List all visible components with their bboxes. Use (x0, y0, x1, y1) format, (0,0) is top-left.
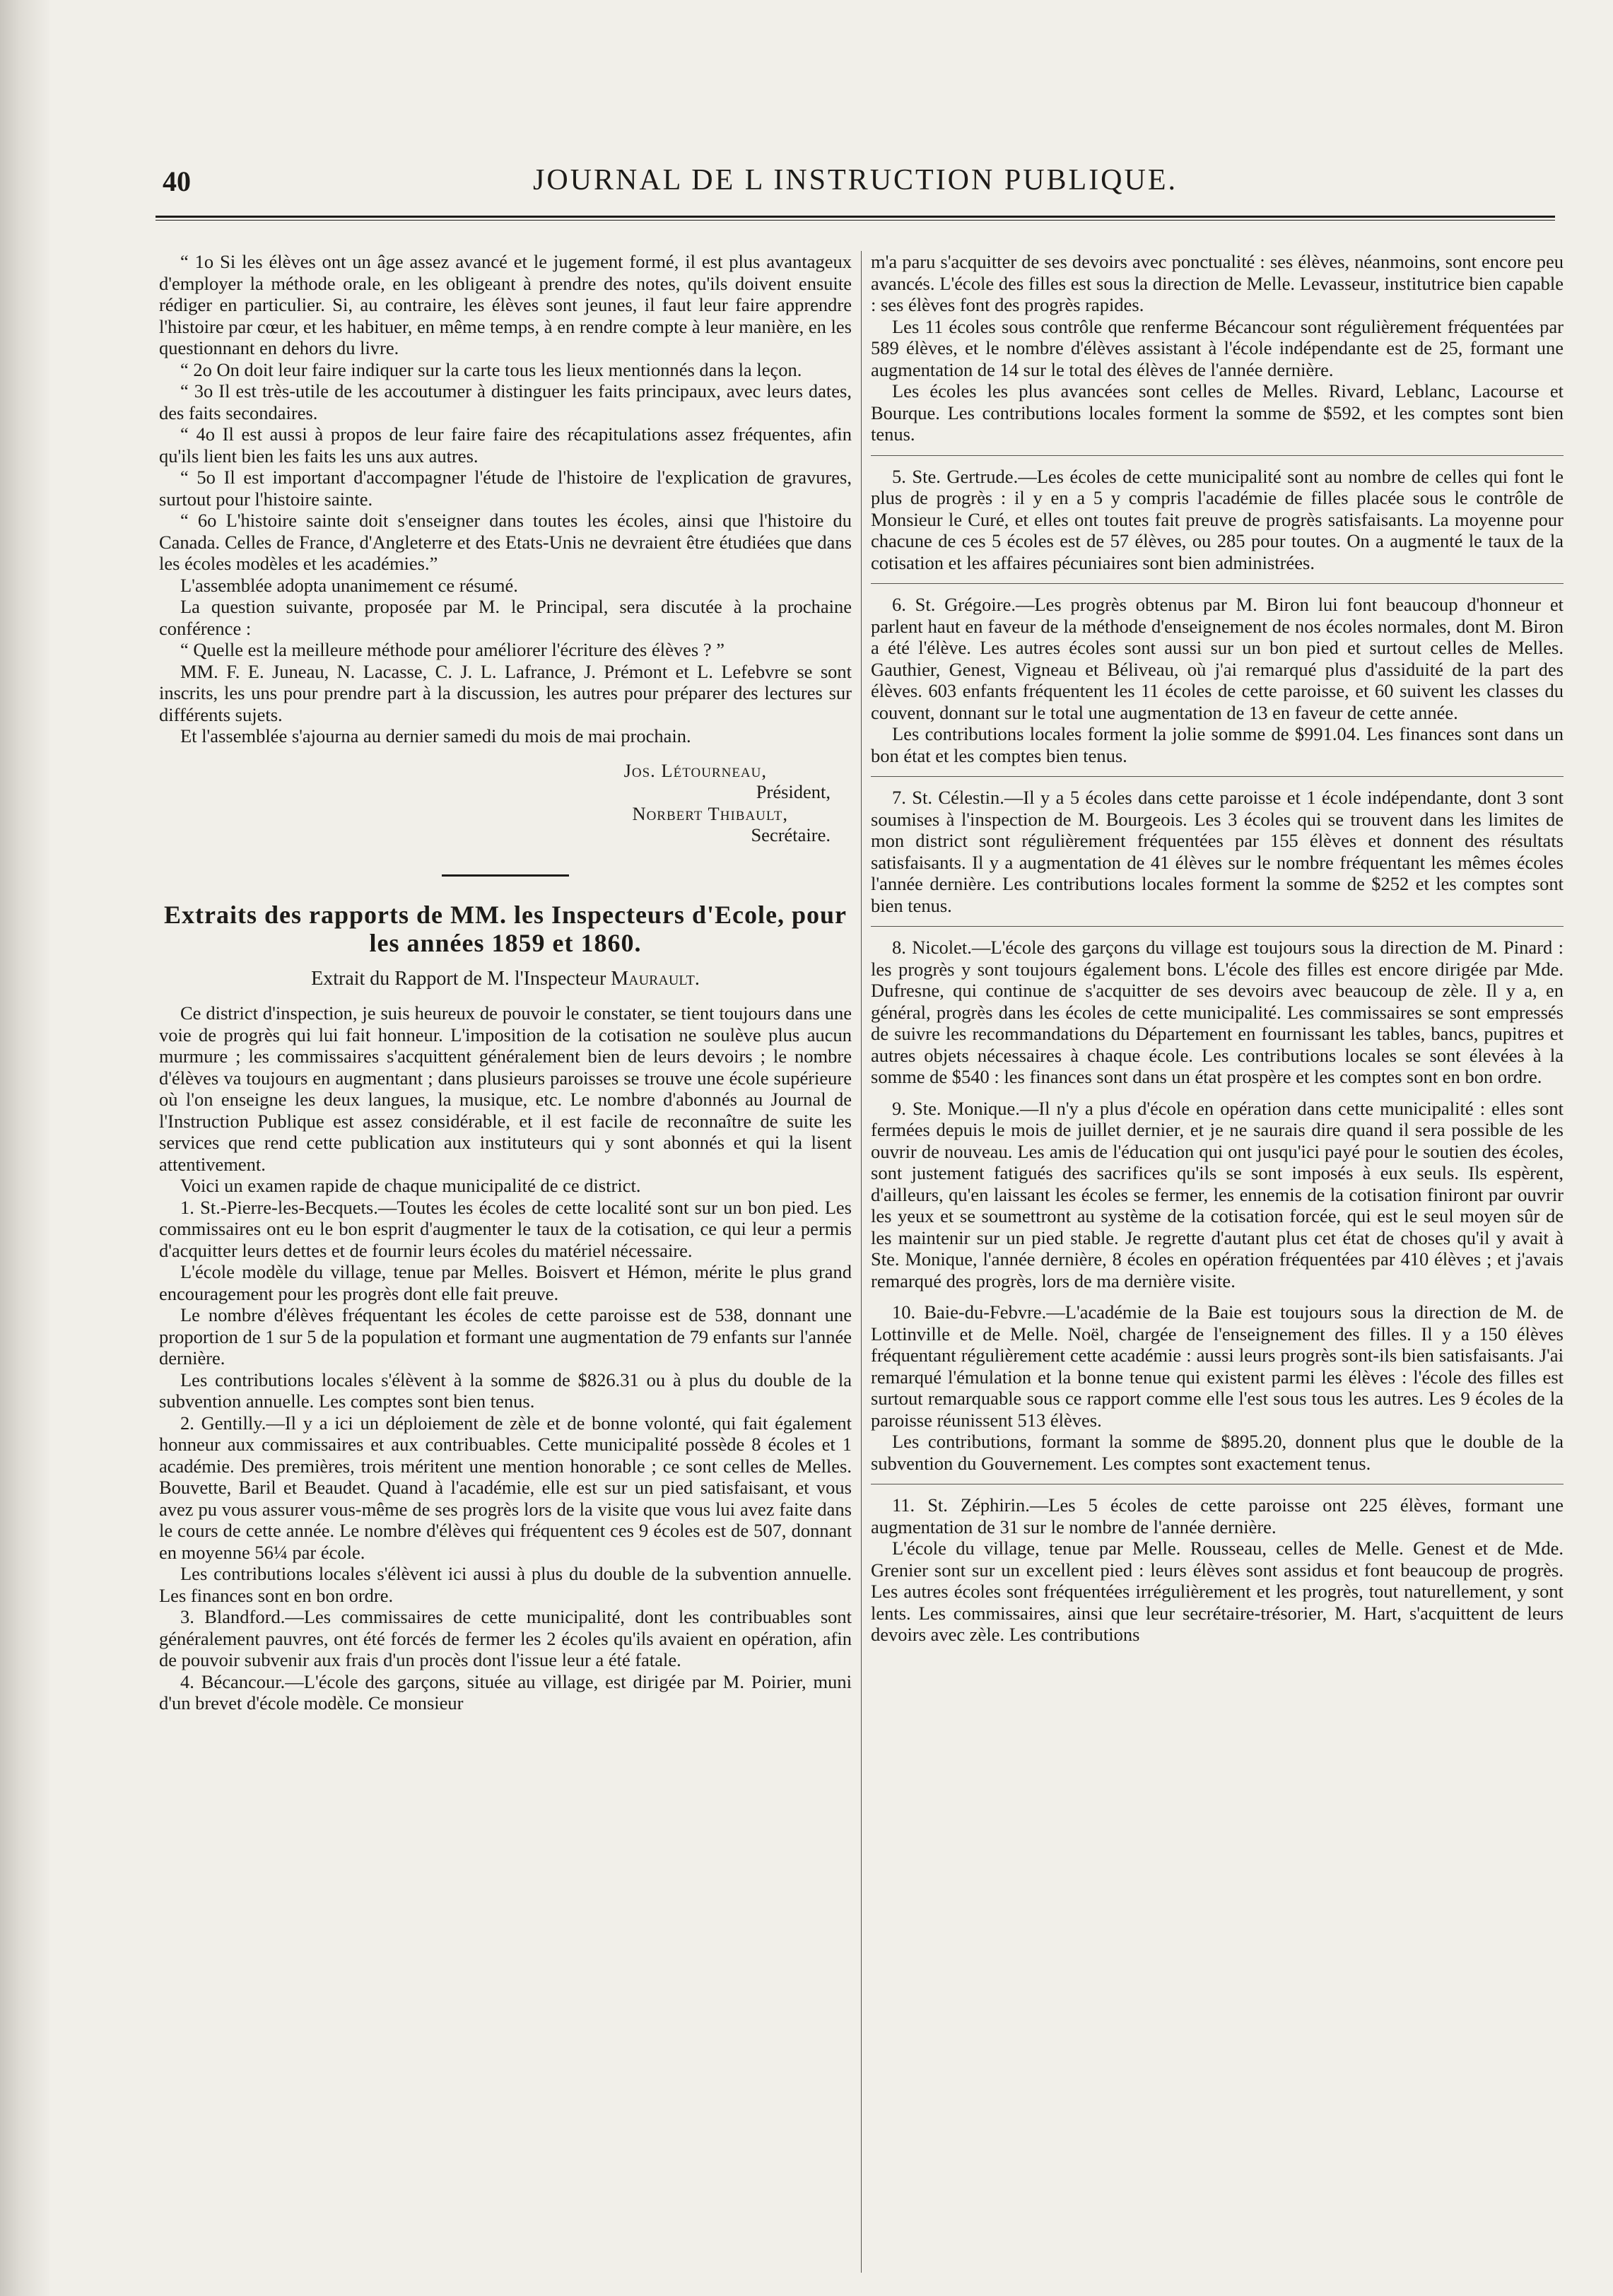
right-column (871, 251, 1564, 2273)
paragraph: Voici un examen rapide de chaque municipalité de ce district. (180, 1175, 641, 1196)
page-number: 40 (163, 165, 191, 197)
inspector-name: Maurault. (611, 967, 700, 990)
signature-secretary-title: Secrétaire. (751, 824, 831, 845)
paragraph: “ 3o Il est très-utile de les accoutumer à distinguer les faits principaux, avec leurs dates, des faits secondaires. (159, 380, 852, 423)
entry-separator (871, 583, 1564, 584)
left-column (159, 251, 852, 2273)
paragraph: L'école du village, tenue par Melle. Rousseau, celles de Melle. Genest et de Mde. Grenier sont sur un excellent pied : leurs élèves sont assidus et font beaucoup de progrès. Les autres écoles sont fréquentées irrégulièrement et les progrès, tout naturellement, y sont lents. Les commissaires, ainsi que leur secrétaire-trésorier, M. Hart, s'acquittent de leurs devoirs avec zèle. Les contributions (871, 1538, 1564, 1645)
column-divider (861, 251, 862, 2273)
subheading-prefix: Extrait du Rapport de M. l'Inspecteur (311, 967, 606, 990)
paragraph: Le nombre d'élèves fréquentant les écoles de cette paroisse est de 538, donnant une proportion de 1 sur 5 de la population et formant une augmentation de 79 enfants sur l'année dernière. (159, 1304, 852, 1369)
paragraph: 9. Ste. Monique.—Il n'y a plus d'école en opération dans cette municipalité : elles sont fermées depuis le mois de juillet dernier, et je ne saurais dire quand il sera possible de les ouvrir de nouveau. Les amis de l'éducation qui ont jusqu'ici payé pour le soutien des écoles, sont justement fatigués des sacrifices qu'ils se sont imposés à eux seuls. Ils espèrent, d'ailleurs, qu'en laissant les écoles se fermer, les ennemis de la cotisation finiront par ouvrir les yeux et se soumettront au système de la cotisation forcée, qui est le seul moyen sûr de les maintenir sur un pied stable. Je regrette d'autant plus cet état de choses qu'il y avait à Ste. Monique, l'année dernière, 8 écoles en opération fréquentées par 410 élèves ; et j'avais remarqué des progrès, lors de ma dernière visite. (871, 1097, 1564, 1292)
paragraph: “ 2o On doit leur faire indiquer sur la carte tous les lieux mentionnés dans la leçon. (180, 358, 802, 380)
signature-president-name: Jos. Létourneau, (623, 759, 767, 781)
paragraph: Les contributions locales forment la jolie somme de $991.04. Les finances sont dans un bon état et les comptes bien tenus. (871, 723, 1564, 766)
paragraph: L'assemblée adopta unanimement ce résumé. (180, 574, 518, 596)
section-subheading (159, 968, 852, 990)
paragraph: La question suivante, proposée par M. le Principal, sera discutée à la prochaine conférence : (159, 596, 852, 639)
paragraph: “ 4o Il est aussi à propos de leur faire faire des récapitulations assez fréquentes, afin qu'ils lient bien les faits les uns aux autres. (159, 423, 852, 467)
paragraph: Ce district d'inspection, je suis heureux de pouvoir le constater, se tient toujours dans une voie de progrès qui lui fait honneur. L'imposition de la cotisation ne soulève plus aucun murmure ; les commissaires s'acquittent généralement bien de leurs devoirs ; le nombre d'élèves va toujours en augmentant ; dans plusieurs paroisses se trouve une école supérieure où l'on enseigne les deux langues, la musique, etc. Le nombre d'abonnés au Journal de l'Instruction Publique est assez considérable, et il est facile de reconnaître de suite les services que rend cette publication aux instituteurs qui y sont abonnés et qui la lisent attentivement. (159, 1002, 852, 1175)
paragraph: “ 6o L'histoire sainte doit s'enseigner dans toutes les écoles, ainsi que l'histoire du Canada. Celles de France, d'Angleterre et des Etats-Unis ne devraient être étudiées que dans les écoles modèles et les académies.” (159, 510, 852, 574)
paragraph: Les contributions, formant la somme de $895.20, donnent plus que le double de la subvention du Gouvernement. Les comptes sont exactement tenus. (871, 1431, 1564, 1474)
paragraph: Et l'assemblée s'ajourna au dernier samedi du mois de mai prochain. (180, 725, 691, 746)
header-rule (156, 216, 1555, 221)
page-spine-shadow (0, 0, 49, 2296)
signature-block (159, 760, 852, 846)
paragraph: “ 1o Si les élèves ont un âge assez avancé et le jugement formé, il est plus avantageux d'employer la méthode orale, en les obligeant à prendre des notes, qu'ils doivent ensuite rédiger en particulier. Si, au contraire, les élèves sont jeunes, il faut leur faire apprendre l'histoire par cœur, et les habituer, en même temps, à en rendre compte à leur manière, en les questionnant en dehors du livre. (159, 251, 852, 358)
paragraph: 11. St. Zéphirin.—Les 5 écoles de cette paroisse ont 225 élèves, formant une augmentation de 31 sur le nombre de l'année dernière. (871, 1494, 1564, 1538)
paragraph: Les 11 écoles sous contrôle que renferme Bécancour sont régulièrement fréquentées par 589 élèves, et le nombre d'élèves assistant à l'école indépendante est de 25, formant une augmentation de 14 sur le total des élèves de l'année dernière. (871, 315, 1564, 380)
paragraph: Les contributions locales s'élèvent ici aussi à plus du double de la subvention annuelle. Les finances sont en bon ordre. (159, 1563, 852, 1606)
signature-president-title: Président, (756, 781, 831, 802)
paragraph: 7. St. Célestin.—Il y a 5 écoles dans cette paroisse et 1 école indépendante, dont 3 sont soumises à l'inspection de M. Bourgeois. Les 3 écoles qui se trouvent dans les limites de mon district sont régulièrement fréquentées par 155 élèves et donnent des résultats satisfaisants. Il y a augmentation de 41 élèves sur le nombre fréquentant les mêmes écoles l'année dernière. Les contributions locales forment la somme de $252 et les comptes sont bien tenus. (871, 787, 1564, 916)
paragraph: 5. Ste. Gertrude.—Les écoles de cette municipalité sont au nombre de celles qui font le plus de progrès : il y en a 5 y compris l'académie de filles placée sous le contrôle de Monsieur le Curé, et elles ont toutes fait preuve de progrès satisfaisants. La moyenne pour chacune de ces 5 écoles est de 57 élèves, ou 285 pour toutes. On a augmenté le taux de la cotisation et les affaires pécuniaires sont bien administrées. (871, 465, 1564, 573)
section-heading: Extraits des rapports de MM. les Inspecteurs d'Ecole, pour les années 1859 et 1860. (164, 900, 847, 957)
paragraph: “ Quelle est la meilleure méthode pour améliorer l'écriture des élèves ? ” (180, 639, 725, 660)
paragraph: 3. Blandford.—Les commissaires de cette municipalité, dont les contribuables sont généralement pauvres, ont été forcés de fermer les 2 écoles qu'ils avaient en opération, afin de pouvoir subvenir aux frais d'un procès dont l'issue leur a été fatale. (159, 1606, 852, 1670)
entry-separator (871, 455, 1564, 456)
paragraph: MM. F. E. Juneau, N. Lacasse, C. J. L. Lafrance, J. Prémont et L. Lefebvre se sont inscrits, les uns pour prendre part à la discussion, les autres pour préparer des lectures sur différents sujets. (159, 660, 852, 725)
entry-separator (871, 926, 1564, 927)
paragraph: 6. St. Grégoire.—Les progrès obtenus par M. Biron lui font beaucoup d'honneur et parlent haut en faveur de la méthode d'enseignement de nos écoles normales, dont M. Biron a été l'élève. Les autres écoles sont aussi sur un bon pied et surtout celles de Melles. Gauthier, Genest, Vigneau et Béliveau, où j'ai remarqué plus d'assiduité de la part des élèves. 603 enfants fréquentent les 11 écoles de cette paroisse, et 60 suivent les classes du couvent, donnant sur le total une augmentation de 13 en faveur de cette année. (871, 594, 1564, 723)
paragraph: L'école modèle du village, tenue par Melles. Boisvert et Hémon, mérite le plus grand encouragement pour les progrès dont elle fait preuve. (159, 1261, 852, 1304)
paragraph: 8. Nicolet.—L'école des garçons du village est toujours sous la direction de M. Pinard : les progrès y sont toujours également bons. L'école des filles est encore dirigée par Mde. Dufresne, qui continue de s'acquitter de ses devoirs avec beaucoup de zèle. Il y a, en général, progrès dans les écoles de cette municipalité. Les commissaires se sont empressés de suivre les recommandations du Département en fournissant les tables, bancs, pupitres et autres objets nécessaires à chaque école. Les contributions locales se sont élevées à la somme de $540 : les finances sont dans un état prospère et les comptes sont en bon ordre. (871, 937, 1564, 1087)
paragraph: 2. Gentilly.—Il y a ici un déploiement de zèle et de bonne volonté, qui fait également honneur aux commissaires et aux contribuables. Cette municipalité possède 8 écoles et 1 académie. Des premières, trois méritent une mention honorable ; ce sont celles de Melles. Bouvette, Baril et Beaudet. Quand à l'académie, elle est sur un pied satisfaisant, et vous avez pu vous assurer vous-même de ses progrès lors de la visite que vous lui avez faite dans le cours de cette année. Le nombre d'élèves qui fréquentent ces 9 écoles est de 507, donnant en moyenne 56¼ par école. (159, 1412, 852, 1563)
paragraph: 10. Baie-du-Febvre.—L'académie de la Baie est toujours sous la direction de M. de Lottinville et de Melle. Noël, chargée de l'enseignement des filles. Il y a 150 élèves fréquentant régulièrement cette académie : aussi leurs progrès sont-ils bien satisfaisants. J'ai remarqué l'émulation et la bonne tenue qui existent parmi les élèves : l'école des filles est surtout remarquable sous ce rapport comme elle l'est sous tous les autres. Les 9 écoles de la paroisse réunissent 513 élèves. (871, 1301, 1564, 1431)
paragraph: “ 5o Il est important d'accompagner l'étude de l'histoire de l'explication de gravures, surtout pour l'histoire sainte. (159, 467, 852, 510)
signature-secretary-name: Norbert Thibault, (632, 802, 788, 824)
paragraph: Les contributions locales s'élèvent à la somme de $826.31 ou à plus du double de la subvention annuelle. Les comptes sont bien tenus. (159, 1369, 852, 1412)
paragraph: 4. Bécancour.—L'école des garçons, située au village, est dirigée par M. Poirier, muni d'un brevet d'école modèle. Ce monsieur (159, 1670, 852, 1714)
paragraph: m'a paru s'acquitter de ses devoirs avec ponctualité : ses élèves, néanmoins, sont encore peu avancés. L'école des filles est sous la direction de Melle. Levasseur, institutrice bien capable : ses élèves font des progrès rapides. (871, 251, 1564, 315)
section-divider (442, 874, 569, 877)
page-header (156, 159, 1555, 209)
journal-title: JOURNAL DE L INSTRUCTION PUBLIQUE. (532, 164, 1178, 197)
paragraph: Les écoles les plus avancées sont celles de Melles. Rivard, Leblanc, Lacourse et Bourque. Les contributions locales forment la somme de $592, et les comptes sont bien tenus. (871, 380, 1564, 445)
entry-separator (871, 776, 1564, 777)
paragraph: 1. St.-Pierre-les-Becquets.—Toutes les écoles de cette localité sont sur un bon pied. Les commissaires ont eu le bon esprit d'augmenter le taux de la cotisation, ce qui leur a permis d'acquitter leurs dettes et de fournir leurs écoles du matériel nécessaire. (159, 1196, 852, 1261)
